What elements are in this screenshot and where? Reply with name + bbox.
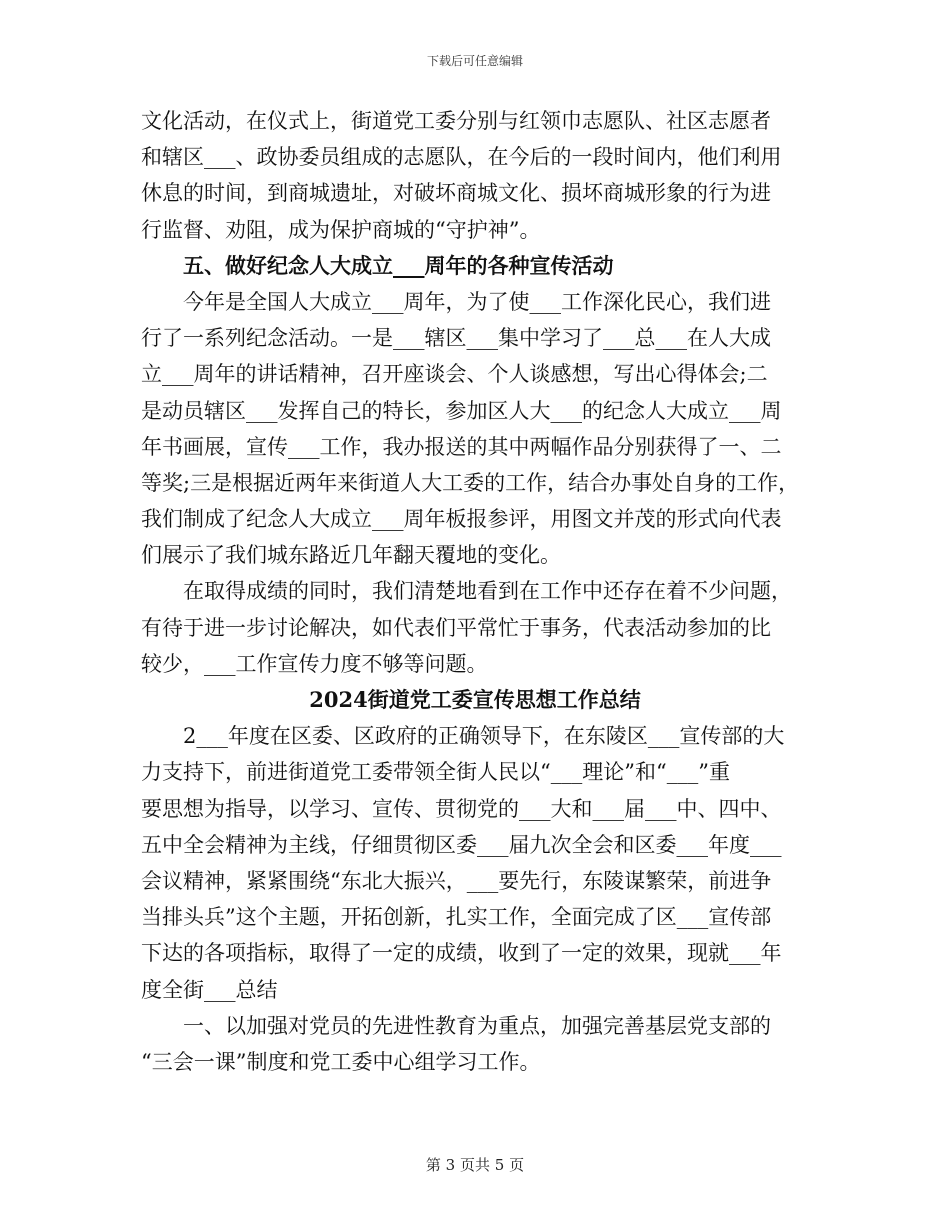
text-line: 当排头兵”这个主题，开拓创新，扎实工作，全面完成了区___宣传部 — [141, 905, 772, 930]
text-line: 年书画展，宣传___工作，我办报送的其中两幅作品分别获得了一、二 — [141, 434, 782, 459]
text-line: 会议精神，紧紧围绕“东北大振兴，___要先行，东陵谋繁荣，前进争 — [141, 868, 772, 893]
text-line: 我们制成了纪念人大成立___周年板报参评，用图文并茂的形式向代表 — [141, 507, 782, 532]
text-line: 力支持下，前进街道党工委带领全街人民以“___理论”和“___”重 — [141, 760, 730, 785]
text-line: 五中全会精神为主线，仔细贯彻区委___届九次全会和区委___年度___ — [141, 832, 782, 857]
text-line: 休息的时间，到商城遗址，对破坏商城文化、损坏商城形象的行为进 — [141, 181, 771, 206]
page-header: 下载后可任意编辑 — [426, 54, 523, 68]
page-number: 第 3 页共 5 页 — [425, 1156, 525, 1174]
text-line: 立___周年的讲话精神，召开座谈会、个人谈感想，写出心得体会;二 — [141, 362, 768, 387]
text-line: 在取得成绩的同时，我们清楚地看到在工作中还存在着不少问题， — [183, 579, 792, 604]
text-line: 度全街___总结 — [141, 977, 278, 1002]
text-line: 是动员辖区___发挥自己的特长，参加区人大___的纪念人大成立___周 — [141, 398, 782, 423]
text-line: 今年是全国人大成立___周年，为了使___工作深化民心，我们进 — [183, 289, 771, 314]
section-heading: 五、做好纪念人大成立___周年的各种宣传活动 — [183, 252, 614, 278]
text-line: 文化活动，在仪式上，街道党工委分别与红领巾志愿队、社区志愿者 — [141, 109, 771, 133]
text-line: 行了一系列纪念活动。一是___辖区___集中学习了___总___在人大成 — [141, 326, 771, 351]
text-line: 和辖区___、政协委员组成的志愿队，在今后的一段时间内，他们利用 — [141, 145, 782, 170]
document-title: 2024街道党工委宣传思想工作总结 — [309, 687, 641, 712]
text-line: 们展示了我们城东路近几年翻天覆地的变化。 — [141, 543, 561, 568]
document-body — [141, 103, 809, 1080]
text-line: 较少，___工作宣传力度不够等问题。 — [141, 651, 488, 676]
text-line: 一、以加强对党员的先进性教育为重点，加强完善基层党支部的 — [183, 1013, 771, 1038]
text-line: “三会一课”制度和党工委中心组学习工作。 — [141, 1049, 541, 1074]
text-line: 要思想为指导，以学习、宣传、贯彻党的___大和___届___中、四中、 — [141, 796, 782, 821]
text-line: 行监督、劝阻，成为保护商城的“守护神”。 — [141, 217, 541, 242]
text-line: 等奖;三是根据近两年来街道人大工委的工作，结合办事处自身的工作， — [141, 470, 800, 495]
text-line: 2___年度在区委、区政府的正确领导下，在东陵区___宣传部的大 — [183, 724, 785, 749]
text-line: 有待于进一步讨论解决，如代表们平常忙于事务，代表活动参加的比 — [141, 615, 771, 640]
text-line: 下达的各项指标，取得了一定的成绩，收到了一定的效果，现就___年 — [141, 941, 782, 966]
